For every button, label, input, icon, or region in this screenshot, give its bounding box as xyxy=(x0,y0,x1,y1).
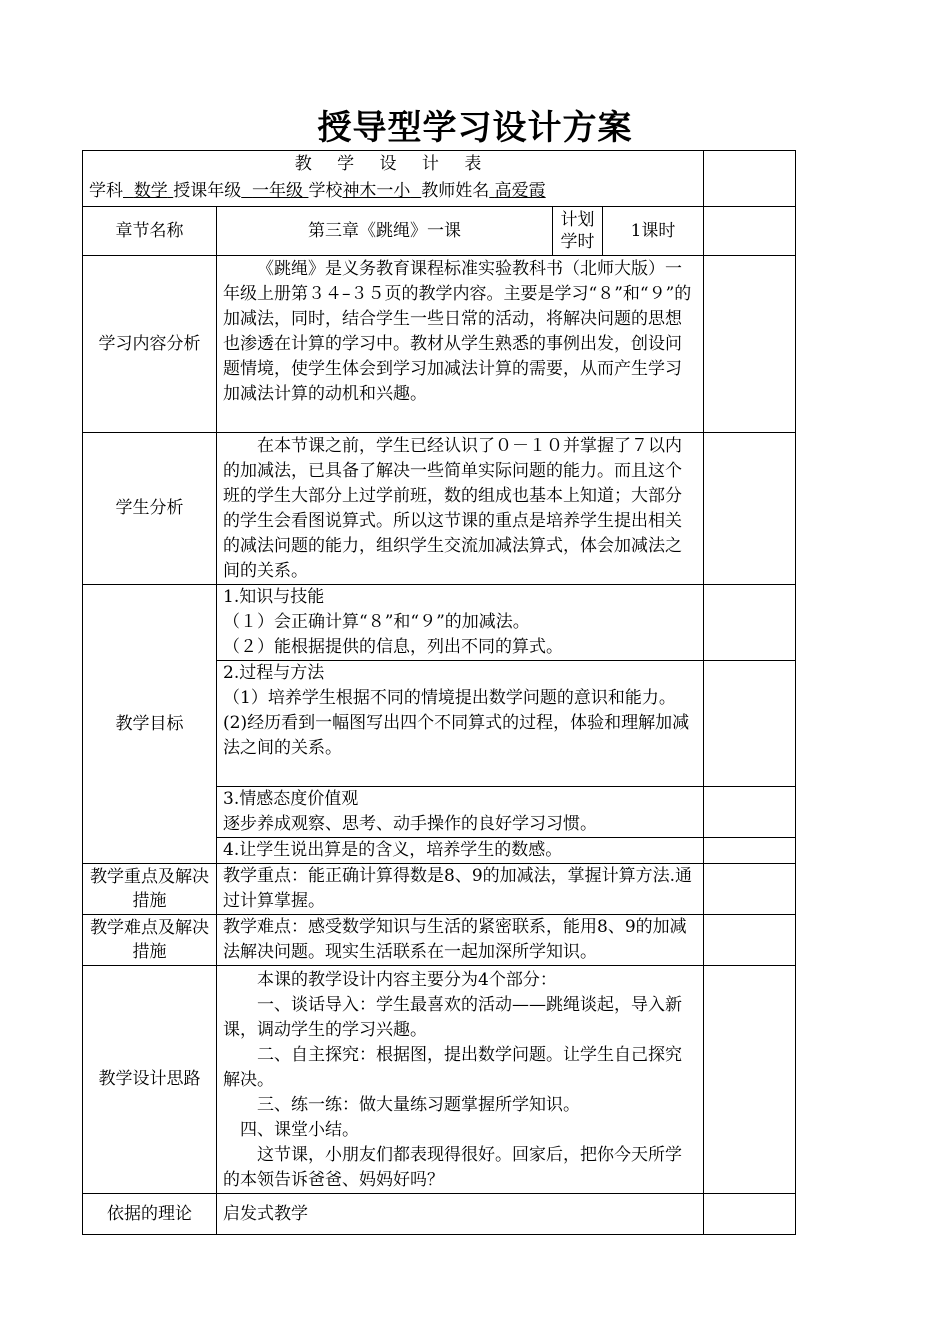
side-cell xyxy=(704,256,796,433)
key-points-row xyxy=(83,864,796,915)
student-analysis-label: 学生分析 xyxy=(83,433,217,585)
subject-label: 学科 xyxy=(89,181,123,201)
student-analysis-row xyxy=(83,433,796,585)
hours-value: 1课时 xyxy=(603,207,704,256)
course-info xyxy=(89,178,697,205)
design-row xyxy=(83,966,796,1194)
side-cell xyxy=(704,151,796,207)
side-cell xyxy=(704,787,796,838)
subject-value: 数学 xyxy=(133,181,168,201)
side-cell xyxy=(704,864,796,915)
design-text: 本课的教学设计内容主要分为4个部分： 一、谈话导入：学生最喜欢的活动——跳绳谈起，导入新课，调动学生的学习兴趣。 二、自主探究：根据图，提出数学问题。让学生自己探究解决。 三、练一练：做大量练习题掌握所学知识。 四、课堂小结。 这节课，小朋友们都表现得很好。回家后，把你今天所学的本领告诉爸爸、妈妈好吗？ xyxy=(217,966,704,1194)
table-header-cell xyxy=(83,151,704,207)
side-cell xyxy=(704,1194,796,1235)
theory-value: 启发式教学 xyxy=(217,1194,704,1235)
objectives-label: 教学目标 xyxy=(83,585,217,864)
school-label: 学校 xyxy=(308,181,343,201)
objective-number-sense: 4.让学生说出算是的含义，培养学生的数感。 xyxy=(217,838,704,864)
page-title: 授导型学习设计方案 xyxy=(317,108,633,148)
side-cell xyxy=(704,433,796,585)
difficulties-row xyxy=(83,915,796,966)
teacher-value: 高爱霞 xyxy=(494,181,546,201)
design-table xyxy=(82,150,796,1235)
difficulties-text: 教学难点：感受数学知识与生活的紧密联系，能用8、9的加减法解决问题。现实生活联系在一起加深所学知识。 xyxy=(217,915,704,966)
grade-label: 授课年级 xyxy=(173,181,242,201)
school-value: 神木一小 xyxy=(342,181,411,201)
chapter-label: 章节名称 xyxy=(83,207,217,256)
teacher-label: 教师姓名 xyxy=(421,181,490,201)
student-analysis-text: 在本节课之前，学生已经认识了０－１０并掌握了７以内的加减法，已具备了解决一些简单实际问题的能力。而且这个班的学生大部分上过学前班，数的组成也基本上知道；大部分的学生会看图说算式。所以这节课的重点是培养学生提出相关的减法问题的能力，组织学生交流加减法算式，体会加减法之间的关系。 xyxy=(217,433,704,585)
side-cell xyxy=(704,838,796,864)
theory-label: 依据的理论 xyxy=(83,1194,217,1235)
design-label: 教学设计思路 xyxy=(83,966,217,1194)
side-cell xyxy=(704,207,796,256)
difficulties-label: 教学难点及解决措施 xyxy=(83,915,217,966)
chapter-value: 第三章《跳绳》一课 xyxy=(217,207,553,256)
table-header-row xyxy=(83,151,796,207)
theory-row xyxy=(83,1194,796,1235)
objective-attitude: 3.情感态度价值观 逐步养成观察、思考、动手操作的良好学习习惯。 xyxy=(217,787,704,838)
key-points-label: 教学重点及解决措施 xyxy=(83,864,217,915)
content-analysis-label: 学习内容分析 xyxy=(83,256,217,433)
chapter-row xyxy=(83,207,796,256)
objectives-row-1 xyxy=(83,585,796,661)
side-cell xyxy=(704,915,796,966)
side-cell xyxy=(704,661,796,787)
objective-process: 2.过程与方法 （1）培养学生根据不同的情境提出数学问题的意识和能力。 (2)经历看到一幅图写出四个不同算式的过程，体验和理解加减法之间的关系。 xyxy=(217,661,704,787)
grade-value: 一年级 xyxy=(252,181,304,201)
content-analysis-row xyxy=(83,256,796,433)
side-cell xyxy=(704,966,796,1194)
hours-label: 计划学时 xyxy=(553,207,603,256)
objective-knowledge: 1.知识与技能 （１）会正确计算“８”和“９”的加减法。 （２）能根据提供的信息，列出不同的算式。 xyxy=(217,585,704,661)
content-analysis-text: 《跳绳》是义务教育课程标准实验教科书（北师大版）一年级上册第３４–３５页的教学内容。主要是学习“８”和“９”的加减法，同时，结合学生一些日常的活动，将解决问题的思想也渗透在计算的学习中。教材从学生熟悉的事例出发，创设问题情境，使学生体会到学习加减法计算的需要，从而产生学习加减法计算的动机和兴趣。 xyxy=(217,256,704,433)
key-points-text: 教学重点：能正确计算得数是8、9的加减法，掌握计算方法.通过计算掌握。 xyxy=(217,864,704,915)
side-cell xyxy=(704,585,796,661)
table-title: 教 学 设 计 表 xyxy=(294,154,492,174)
